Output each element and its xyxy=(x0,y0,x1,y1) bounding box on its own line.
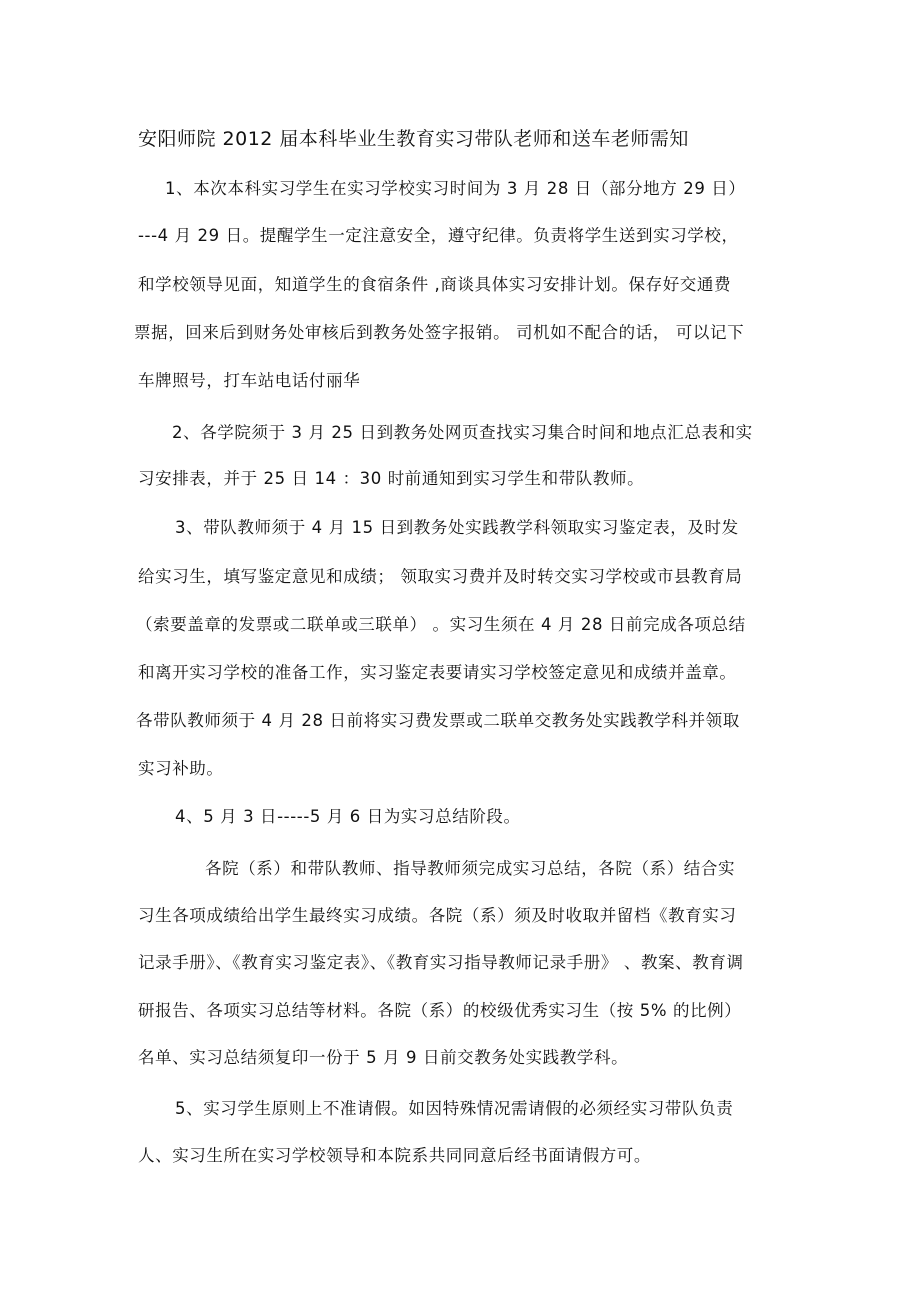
paragraph-line: （索要盖章的发票或二联单或三联单） 。实习生须在 4 月 28 日前完成各项总结 xyxy=(136,615,746,634)
paragraph-line: 5、实习学生原则上不准请假。如因特殊情况需请假的必须经实习带队负责 xyxy=(175,1099,734,1118)
paragraph-line: 记录手册》、《教育实习鉴定表》、《教育实习指导教师记录手册》 、教案、教育调 xyxy=(138,953,744,972)
paragraph-line: 车牌照号，打车站电话付丽华 xyxy=(138,371,361,390)
document-title: 安阳师院 2012 届本科毕业生教育实习带队老师和送车老师需知 xyxy=(138,128,689,150)
paragraph-line: 2、各学院须于 3 月 25 日到教务处网页查找实习集合时间和地点汇总表和实 xyxy=(172,423,753,442)
paragraph-line: 各院（系）和带队教师、指导教师须完成实习总结，各院（系）结合实 xyxy=(205,859,736,878)
paragraph-line: 4、5 月 3 日-----5 月 6 日为实习总结阶段。 xyxy=(175,807,521,826)
paragraph-line: 给实习生，填写鉴定意见和成绩； 领取实习费并及时转交实习学校或市县教育局 xyxy=(138,567,743,586)
paragraph-line: 实习补助。 xyxy=(138,759,224,778)
paragraph-line: 3、带队教师须于 4 月 15 日到教务处实践教学科领取实习鉴定表，及时发 xyxy=(175,518,739,537)
paragraph-line: 1、本次本科实习学生在实习学校实习时间为 3 月 28 日（部分地方 29 日） xyxy=(165,179,746,198)
paragraph-line: 和离开实习学校的准备工作，实习鉴定表要请实习学校签定意见和成绩并盖章。 xyxy=(138,663,737,682)
paragraph-line: 票据，回来后到财务处审核后到教务处签字报销。 司机如不配合的话， 可以记下 xyxy=(134,323,745,342)
paragraph-line: 各带队教师须于 4 月 28 日前将实习费发票或二联单交教务处实践教学科并领取 xyxy=(136,711,740,730)
paragraph-line: 和学校领导见面，知道学生的食宿条件 ,商谈具体实习安排计划。保存好交通费 xyxy=(138,275,732,294)
paragraph-line: ---4 月 29 日。提醒学生一定注意安全，遵守纪律。负责将学生送到实习学校， xyxy=(138,226,739,245)
paragraph-line: 习生各项成绩给出学生最终实习成绩。各院（系）须及时收取并留档《教育实习 xyxy=(138,906,737,925)
paragraph-line: 人、实习生所在实习学校领导和本院系共同同意后经书面请假方可。 xyxy=(138,1146,651,1165)
paragraph-line: 研报告、各项实习总结等材料。各院（系）的校级优秀实习生（按 5% 的比例） xyxy=(138,1001,742,1020)
paragraph-line: 名单、实习总结须复印一份于 5 月 9 日前交教务处实践教学科。 xyxy=(138,1048,629,1067)
paragraph-line: 习安排表，并于 25 日 14 ：30 时前通知到实习学生和带队教师。 xyxy=(138,469,645,488)
